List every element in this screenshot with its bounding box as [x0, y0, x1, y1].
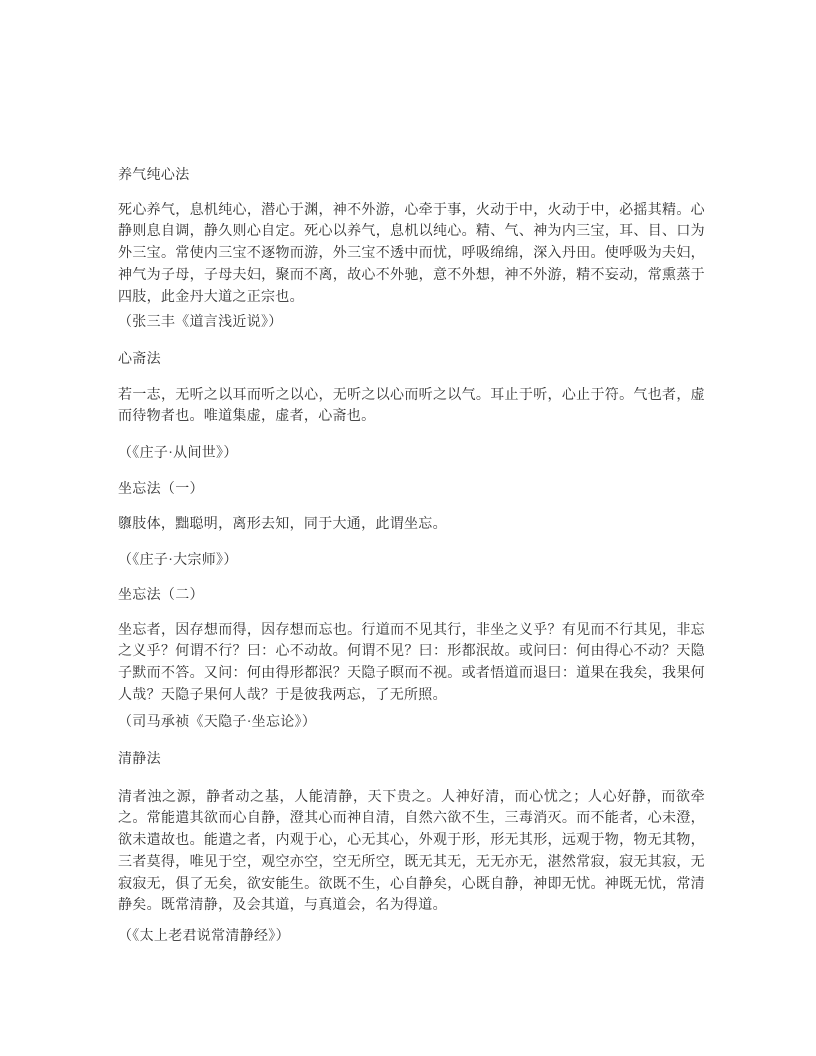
section-paragraph: 若一志，无听之以耳而听之以心，无听之以心而听之以气。耳止于听，心止于符。气也者，虚而待物者也。唯道集虚，虚者，心斋也。 [118, 387, 705, 425]
section-source: （《庄子·从间世》） [118, 446, 238, 462]
section-title: 坐忘法（一） [118, 481, 204, 497]
section-paragraph: 坐忘者，因存想而得，因存想而忘也。行道而不见其行，非坐之义乎？有见而不行其见，非忘之义乎？何谓不行？曰：心不动故。何谓不见？曰：形都泯故。或问曰：何由得心不动？天隐子默而不答。又问：何由得形都泯？天隐子瞑而不视。或者悟道而退曰：道果在我矣，我果何人哉？天隐子果何人哉？于是彼我两忘，了无所照。 [118, 622, 705, 703]
section-title: 坐忘法（二） [118, 587, 204, 603]
section-source: （《太上老君说常清静经》） [118, 928, 290, 944]
section-source: （《庄子·大宗师》） [118, 553, 238, 569]
section-paragraph: 隳肢体，黜聪明，离形去知，同于大通，此谓坐忘。 [118, 517, 447, 533]
section-paragraph: 死心养气，息机纯心，潜心于渊，神不外游，心牵于事，火动于中，火动于中，必摇其精。心静则息自调，静久则心自定。死心以养气，息机以纯心。精、气、神为内三宝，耳、目、口为外三宝。常使内三宝不逐物而游，外三宝不透中而忧，呼吸绵绵，深入丹田。使呼吸为夫妇，神气为子母，子母夫妇，聚而不离，故心不外驰，意不外想，神不外游，精不妄动，常熏蒸于四肢，此金丹大道之正宗也。 [118, 202, 705, 305]
text-section-3 [118, 479, 705, 572]
section-paragraph: 清者浊之源，静者动之基，人能清静，天下贵之。人神好清，而心忧之；人心好静，而欲牵之。常能遣其欲而心自静，澄其心而神自清，自然六欲不生，三毒消灭。而不能者，心未澄，欲未遣故也。能遣之者，内观于心，心无其心，外观于形，形无其形，远观于物，物无其物，三者莫得，唯见于空，观空亦空，空无所空，既无其无，无无亦无，湛然常寂，寂无其寂，无寂寂无，俱了无矣，欲安能生。欲既不生，心自静矣，心既自静，神即无忧。神既无忧，常清静矣。既常清静，及会其道，与真道会，名为得道。 [118, 789, 705, 914]
text-section-1 [118, 165, 705, 334]
section-source: （司马承祯《天隐子·坐忘论》） [118, 715, 317, 731]
section-title: 养气纯心法 [118, 168, 190, 183]
text-section-2 [118, 349, 705, 465]
text-section-5 [118, 749, 705, 948]
text-section-4 [118, 585, 705, 734]
section-title: 心斋法 [118, 351, 161, 367]
section-source: （张三丰《道言浅近说》） [118, 315, 283, 331]
section-title: 清静法 [118, 752, 161, 768]
